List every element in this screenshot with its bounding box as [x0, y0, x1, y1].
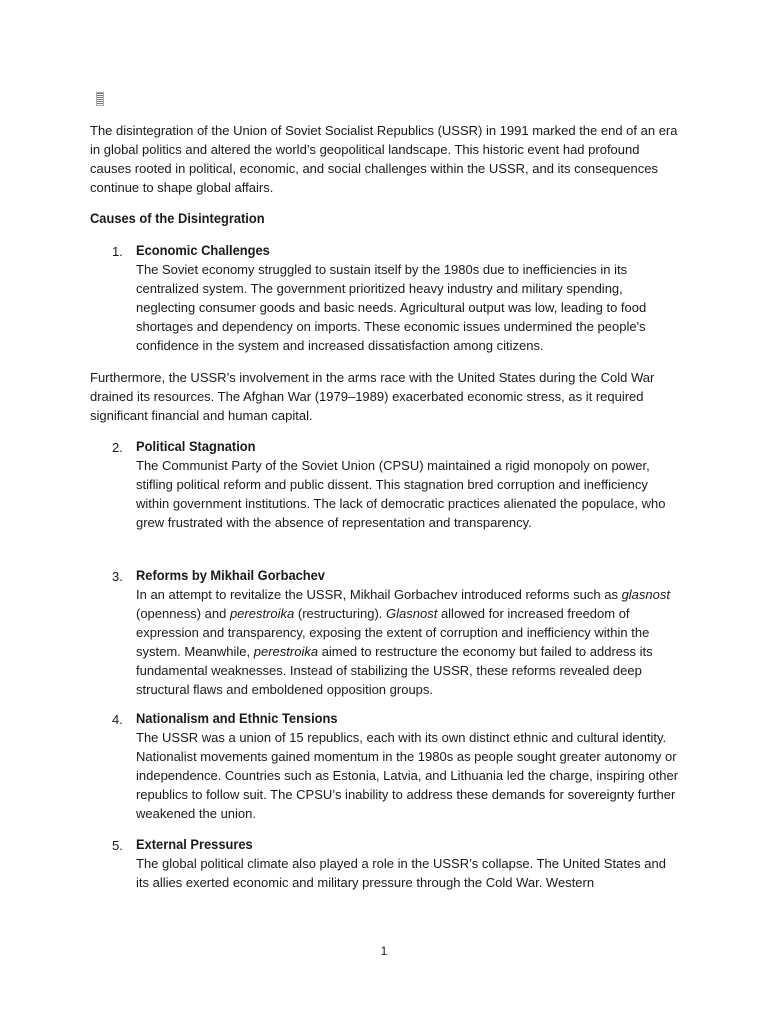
list-item-title: Political Stagnation	[136, 438, 256, 454]
list-item-title: Nationalism and Ethnic Tensions	[136, 710, 338, 726]
glasnost-term: glasnost	[621, 587, 670, 602]
list-item-number: 2.	[112, 440, 123, 455]
perestroika-term: perestroika	[253, 644, 319, 659]
list-item-body: The global political climate also played a role in the USSR’s collapse. The United States and its allies exerted economic and military pressure through the Cold War. Western	[136, 856, 666, 890]
section-heading: Causes of the Disintegration	[90, 210, 265, 226]
list-item-body	[136, 585, 680, 699]
body-text-segment: In an attempt to revitalize the USSR, Mikhail Gorbachev introduced reforms such as	[136, 587, 622, 602]
perestroika-term: perestroika	[229, 606, 295, 621]
document-icon	[96, 92, 104, 106]
glasnost-term: Glasnost	[386, 606, 438, 621]
list-item-title: Reforms by Mikhail Gorbachev	[136, 567, 325, 583]
intro-paragraph: The disintegration of the Union of Soviet Socialist Republics (USSR) in 1991 marked the end of an era in global politics and altered the world’s geopolitical landscape. This historic event had profound causes rooted in political, economic, and social challenges within the USSR, and its consequences continue to shape global affairs.	[90, 123, 678, 195]
list-item-title: External Pressures	[136, 836, 253, 852]
page-number: 1	[380, 944, 388, 958]
body-text-segment: (openness) and	[136, 606, 230, 621]
body-text-segment: allowed for increased freedom of expression and transparency, exposing the extent of corruption and inefficiency within the system. Meanwhile,	[136, 606, 650, 659]
list-item-number: 3.	[112, 569, 123, 584]
list-item-body: The Communist Party of the Soviet Union (CPSU) maintained a rigid monopoly on power, stifling political reform and public dissent. This stagnation bred corruption and inefficiency within government institutions. The lack of democratic practices alienated the populace, who grew frustrated with the absence of representation and transparency.	[136, 458, 666, 530]
list-item-number: 4.	[112, 712, 123, 727]
body-text-segment: aimed to restructure the economy but failed to address its fundamental weaknesses. Instead of stabilizing the USSR, these reforms revealed deep structural flaws and emboldened opposition groups.	[136, 644, 653, 697]
body-text-segment: (restructuring).	[294, 606, 387, 621]
list-item-title: Economic Challenges	[136, 242, 270, 258]
list-item-body: The USSR was a union of 15 republics, each with its own distinct ethnic and cultural identity. Nationalist movements gained momentum in the 1980s as people sought greater autonomy or independence. Countries such as Estonia, Latvia, and Lithuania led the charge, inspiring other republics to follow suit. The CPSU’s inability to address these demands for sovereignty further weakened the union.	[136, 730, 679, 821]
arms-race-paragraph: Furthermore, the USSR’s involvement in the arms race with the United States during the Cold War drained its resources. The Afghan War (1979–1989) exacerbated economic stress, as it required significant financial and human capital.	[90, 370, 655, 423]
list-item-number: 5.	[112, 838, 123, 853]
list-item-number: 1.	[112, 244, 123, 259]
list-item-body: The Soviet economy struggled to sustain itself by the 1980s due to inefficiencies in its centralized system. The government prioritized heavy industry and military spending, neglecting consumer goods and basic needs. Agricultural output was low, leading to food shortages and dependency on imports. These economic issues undermined the people's confidence in the system and increased dissatisfaction among citizens.	[136, 262, 647, 353]
